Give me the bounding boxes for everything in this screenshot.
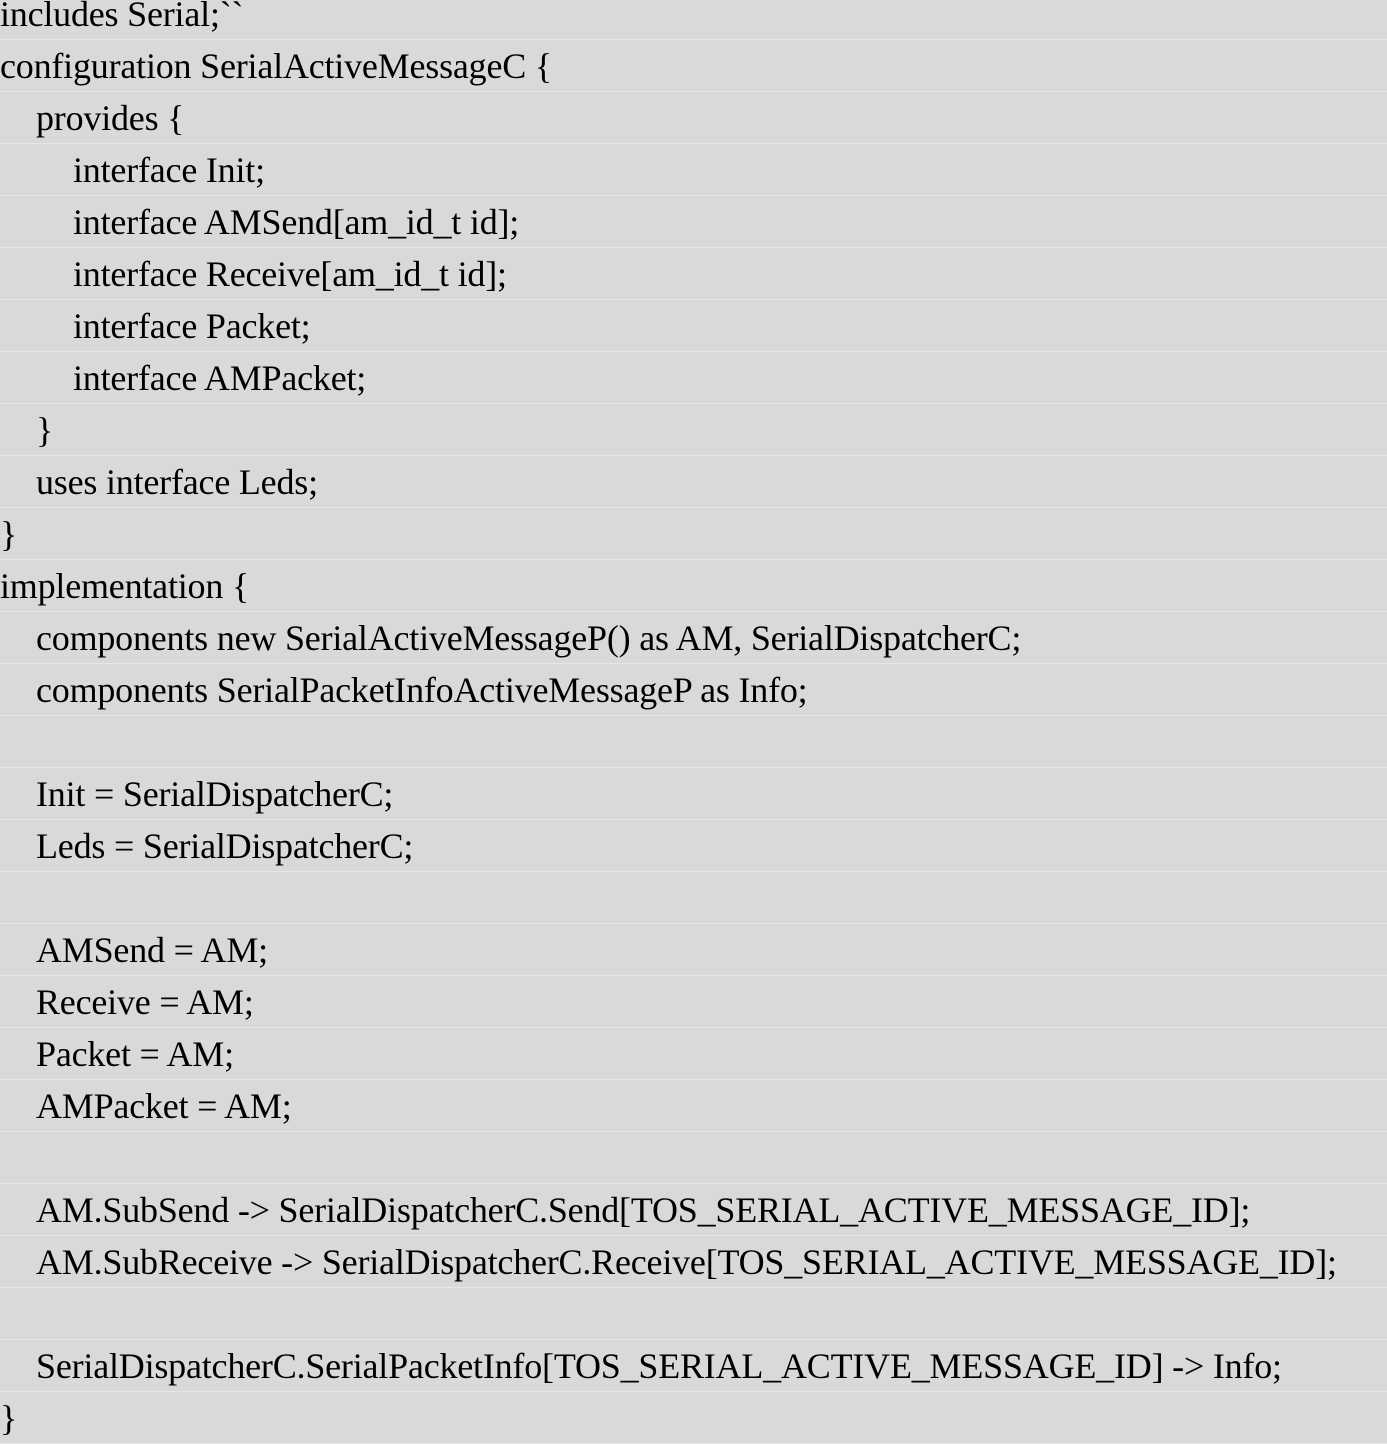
code-line-text: interface AMSend[am_id_t id];: [73, 202, 520, 242]
code-line: [0, 1184, 1387, 1236]
code-line-text: AM.SubReceive -> SerialDispatcherC.Receive[TOS_SERIAL_ACTIVE_MESSAGE_ID];: [36, 1242, 1337, 1282]
code-line: [0, 612, 1387, 664]
code-line: [0, 1132, 1387, 1184]
code-line-text: AMPacket = AM;: [36, 1086, 292, 1126]
code-line: [0, 872, 1387, 924]
code-line-text: configuration SerialActiveMessageC {: [0, 46, 552, 86]
code-line-text: Packet = AM;: [36, 1034, 234, 1074]
code-line: [0, 924, 1387, 976]
code-line: [0, 768, 1387, 820]
code-line-text: interface AMPacket;: [73, 358, 367, 398]
code-line: [0, 716, 1387, 768]
code-line: [0, 144, 1387, 196]
code-line: [0, 248, 1387, 300]
code-line-text: Init = SerialDispatcherC;: [36, 774, 394, 814]
code-line-text: interface Receive[am_id_t id];: [73, 254, 507, 294]
code-line-text: components SerialPacketInfoActiveMessageP as Info;: [36, 670, 808, 710]
code-line: [0, 352, 1387, 404]
code-line-text: implementation {: [0, 566, 250, 606]
code-line: [0, 300, 1387, 352]
code-line: [0, 664, 1387, 716]
code-line: [0, 0, 1387, 40]
code-line-text: }: [36, 410, 54, 450]
code-line-text: interface Packet;: [73, 306, 311, 346]
code-line-text: AM.SubSend -> SerialDispatcherC.Send[TOS_SERIAL_ACTIVE_MESSAGE_ID];: [36, 1190, 1251, 1230]
code-line-text: interface Init;: [73, 150, 265, 190]
code-line: [0, 1340, 1387, 1392]
code-line-text: uses interface Leds;: [36, 462, 318, 502]
code-line-text: includes Serial;``: [0, 0, 244, 34]
code-line-text: AMSend = AM;: [36, 930, 268, 970]
code-line: [0, 404, 1387, 456]
code-line: [0, 976, 1387, 1028]
code-line: [0, 92, 1387, 144]
code-line-text: }: [0, 1398, 18, 1438]
code-line: [0, 508, 1387, 560]
code-line-text: Leds = SerialDispatcherC;: [36, 826, 414, 866]
code-line: [0, 1288, 1387, 1340]
code-line-text: SerialDispatcherC.SerialPacketInfo[TOS_SERIAL_ACTIVE_MESSAGE_ID] -> Info;: [36, 1346, 1282, 1386]
code-line: [0, 196, 1387, 248]
code-line: [0, 1080, 1387, 1132]
code-line: [0, 40, 1387, 92]
code-line: [0, 560, 1387, 612]
code-line: [0, 456, 1387, 508]
code-line-text: provides {: [36, 98, 185, 138]
code-line-text: Receive = AM;: [36, 982, 254, 1022]
code-line-text: components new SerialActiveMessageP() as AM, SerialDispatcherC;: [36, 618, 1022, 658]
code-line-text: }: [0, 514, 18, 554]
code-line: [0, 1028, 1387, 1080]
code-line: [0, 820, 1387, 872]
code-line: [0, 1392, 1387, 1444]
code-line: [0, 1236, 1387, 1288]
